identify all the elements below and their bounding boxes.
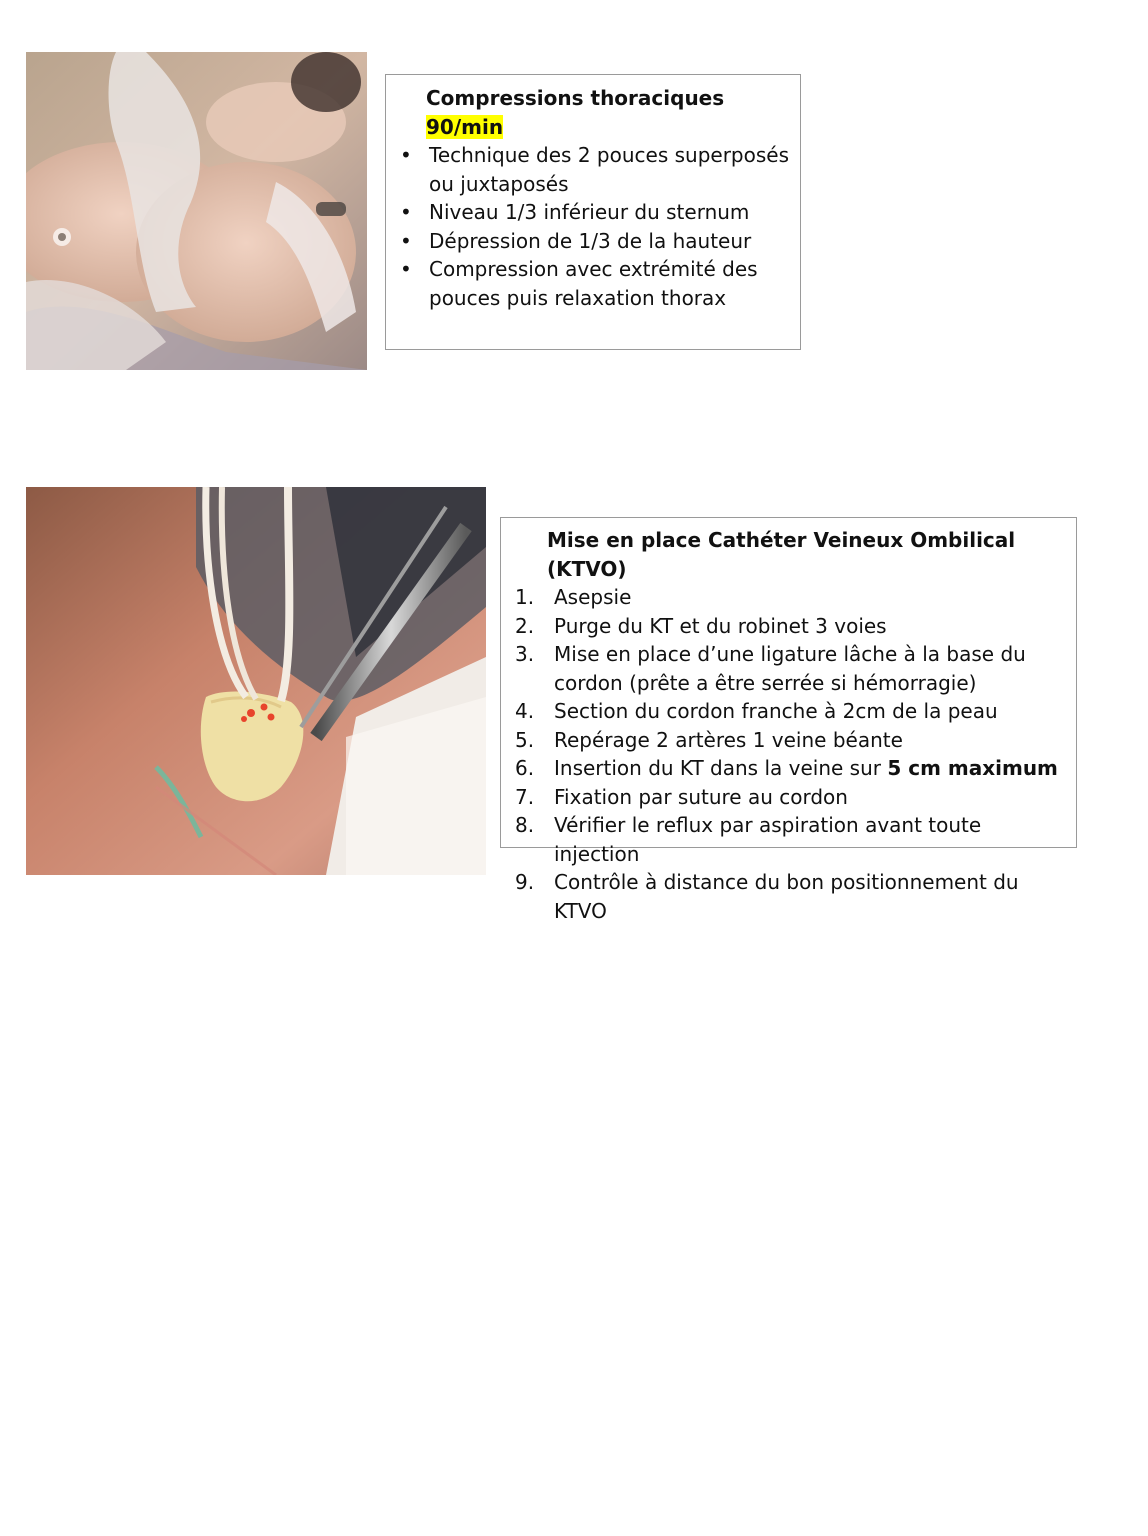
ktvo-box <box>500 517 1077 923</box>
chest-compression-photo <box>26 52 367 370</box>
compressions-list <box>398 141 790 312</box>
step-item: 7. Fixation par suture au cordon <box>515 784 848 809</box>
ktvo-title: Mise en place Cathéter Veineux Ombilical (KTVO) <box>547 528 1016 581</box>
list-item: • Dépression de 1/3 de la hauteur <box>398 227 790 256</box>
step-item: 1. Asepsie <box>515 585 632 609</box>
step-item: 3. Mise en place d’une ligature lâche à la base du cordon (prête a être serrée si hémorragie) <box>515 642 1026 695</box>
list-item: • Compression avec extrémité des pouces puis relaxation thorax <box>398 255 790 312</box>
step-item: 8. Vérifier le reflux par aspiration avant toute injection <box>515 813 982 866</box>
rate-highlight: 90/min <box>426 114 504 139</box>
step-item: 5. Repérage 2 artères 1 veine béante <box>515 727 903 752</box>
ktvo-steps <box>513 583 1068 925</box>
step-item: 9. Contrôle à distance du bon positionnement du KTVO <box>515 870 1019 923</box>
step-item: 4. Section du cordon franche à 2cm de la peau <box>515 699 998 723</box>
step-item: 2. Purge du KT et du robinet 3 voies <box>515 613 887 638</box>
list-item: • Technique des 2 pouces superposés ou juxtaposés <box>398 141 790 198</box>
compressions-title: Compressions thoraciques 90/min <box>426 86 725 139</box>
step-item: 6. Insertion du KT dans la veine sur 5 cm maximum <box>515 756 1058 780</box>
max-length: 5 cm maximum <box>887 756 1058 780</box>
compressions-box <box>385 74 801 350</box>
umbilical-catheter-photo <box>26 487 486 875</box>
list-item: • Niveau 1/3 inférieur du sternum <box>398 198 790 227</box>
